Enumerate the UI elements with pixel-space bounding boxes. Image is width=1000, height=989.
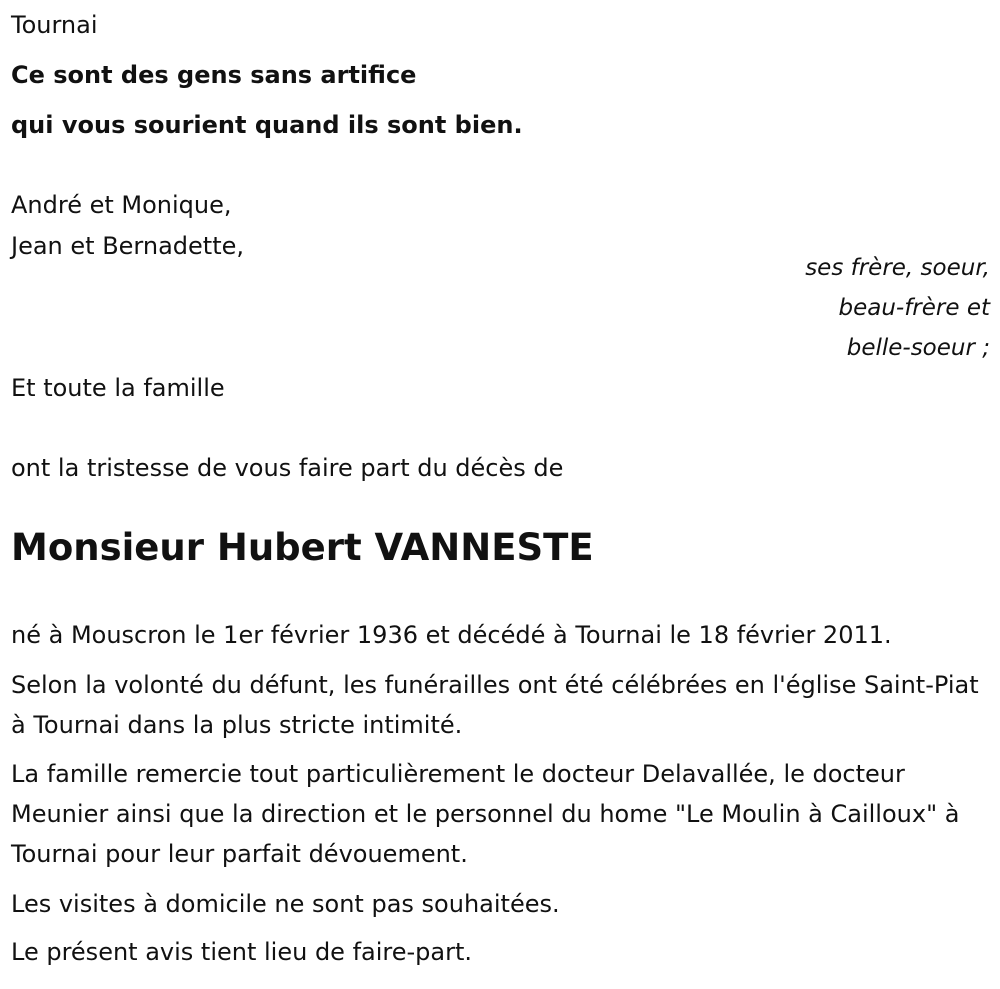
relation-line-2: beau-frère et (838, 295, 990, 321)
thanks-paragraph: La famille remercie tout particulièrement le docteur Delavallée, le docteur Meunier ainsi que la direction et le personnel du home "Le Moulin à Cailloux" à Tournai pour leur parfait dévouement. (11, 760, 960, 868)
relation-line-3: belle-soeur ; (846, 335, 990, 361)
relation-line-1: ses frère, soeur, (805, 255, 990, 281)
place-name: Tournai (11, 11, 98, 39)
family-name-2: Jean et Bernadette, (11, 232, 245, 260)
verse-line-1: Ce sont des gens sans artifice (11, 61, 417, 89)
family-others: Et toute la famille (11, 374, 225, 402)
notice-paragraph: Le présent avis tient lieu de faire-part. (11, 938, 473, 966)
family-name-1: André et Monique, (11, 191, 232, 219)
funeral-paragraph: Selon la volonté du défunt, les funérailles ont été célébrées en l'église Saint-Piat à Tournai dans la plus stricte intimité. (11, 671, 979, 739)
visits-paragraph: Les visites à domicile ne sont pas souhaitées. (11, 890, 560, 918)
announcement: ont la tristesse de vous faire part du décès de (11, 454, 564, 482)
birth-death-paragraph: né à Mouscron le 1er février 1936 et décédé à Tournai le 18 février 2011. (11, 621, 892, 649)
verse-line-2: qui vous sourient quand ils sont bien. (11, 111, 523, 139)
deceased-name: Monsieur Hubert VANNESTE (11, 526, 594, 569)
